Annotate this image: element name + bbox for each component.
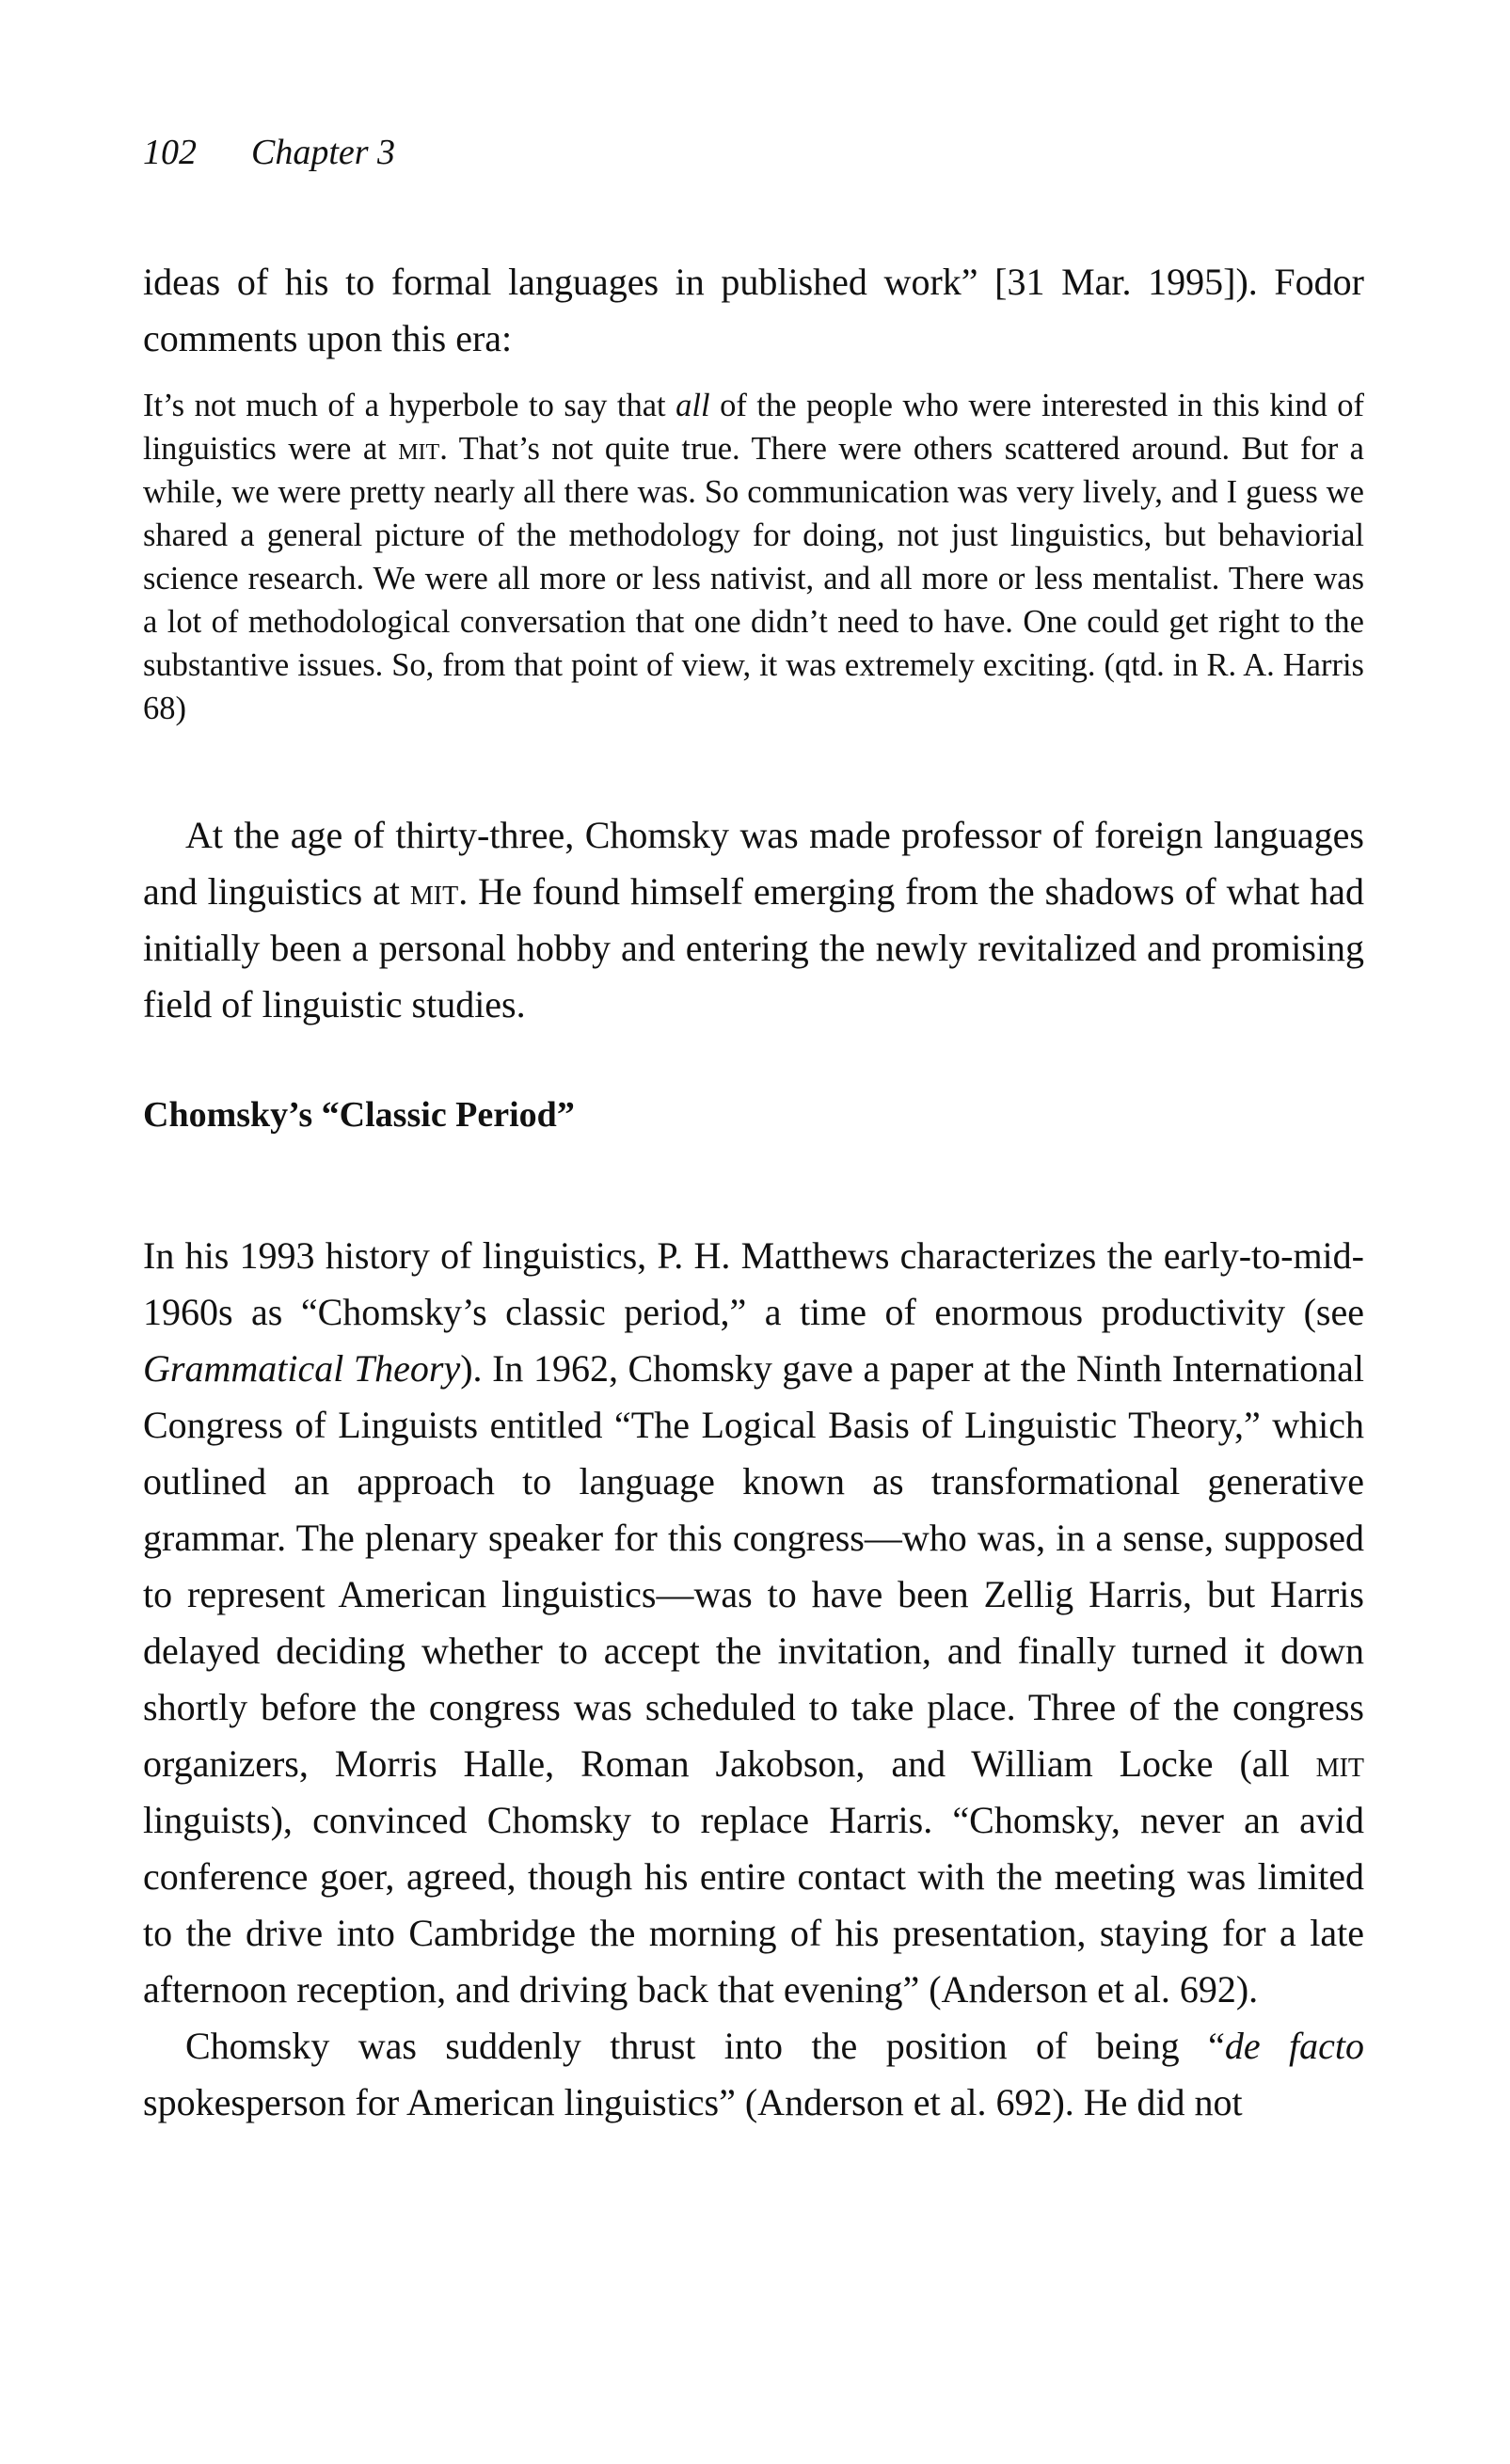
block-quote-text: [143, 384, 1364, 730]
running-header: [143, 132, 395, 173]
quote-emphasis: all: [676, 388, 710, 423]
paragraph-text: ideas of his to formal languages in published work” [31 Mar. 1995]). Fodor comments upon this era:: [143, 261, 1364, 359]
text-segment: ). In 1962, Chomsky gave a paper at the Ninth International Congress of Linguists entitled “The Logical Basis of Linguistic Theory,” which outlined an approach to language known as transformational generative grammar. The plenary speaker for this congress—who was, in a sense, supposed to represent American linguistics—was to have been Zellig Harris, but Harris delayed deciding whether to accept the invitation, and finally turned it down shortly before the congress was scheduled to take place. Three of the congress organizers, Morris Halle, Roman Jakobson, and William Locke (all: [143, 1347, 1365, 1785]
text-segment: In his 1993 history of linguistics, P. H. Matthews characterizes the early-to-mid-1960s as “Chomsky’s classic period,” a time of enormous productivity (see: [143, 1234, 1364, 1333]
block-quote: [143, 384, 1364, 730]
quote-abbreviation: mit: [398, 431, 440, 467]
paragraph-text: [143, 2018, 1364, 2131]
section-heading: Chomsky’s “Classic Period”: [143, 1095, 575, 1135]
book-title: Grammatical Theory: [143, 1347, 461, 1390]
quote-segment: . That’s not quite true. There were others scattered around. But for a while, we were pretty nearly all there was. So communication was very lively, and I guess we shared a general picture of the methodology for doing, not just linguistics, but behaviorial science research. We were all more or less nativist, and all more or less mentalist. There was a lot of methodological conversation that one didn’t need to have. One could get right to the substantive issues. So, from that point of view, it was extremely exciting. (qtd. in R. A. Harris 68): [143, 431, 1364, 726]
page-number: 102: [143, 133, 197, 172]
text-segment: Chomsky was suddenly thrust into the position of being “: [185, 2025, 1225, 2067]
abbreviation: mit: [1315, 1742, 1364, 1785]
text-segment: . He found himself emerging from the shadows of what had initially been a personal hobby and entering the newly revitalized and promising field of linguistic studies.: [143, 870, 1365, 1025]
text-segment: linguists), convinced Chomsky to replace Harris. “Chomsky, never an avid conference goer, agreed, though his entire contact with the meeting was limited to the drive into Cambridge the morning of his presentation, staying for a late afternoon reception, and driving back that evening” (Anderson et al. 692).: [143, 1799, 1364, 2011]
paragraph-classic-period: [143, 1228, 1364, 2131]
quote-segment: It’s not much of a hyperbole to say that: [143, 388, 676, 423]
paragraph-continued: [143, 254, 1364, 367]
paragraph-text: [143, 1228, 1364, 2018]
text-segment: spokesperson for American linguistics” (Anderson et al. 692). He did not: [143, 2081, 1243, 2123]
chapter-title: Chapter 3: [251, 133, 396, 172]
section-heading-block: [143, 1091, 1364, 1138]
latin-phrase: de facto: [1224, 2025, 1364, 2067]
abbreviation: mit: [409, 870, 459, 913]
paragraph-text: [143, 807, 1364, 1033]
text-segment: At the age of thirty-three, Chomsky was made professor of foreign languages and linguistics at: [143, 814, 1364, 913]
paragraph-thirty-three: [143, 807, 1364, 1033]
quote-segment: of the people who were interested in this kind of linguistics were at: [143, 388, 1364, 467]
